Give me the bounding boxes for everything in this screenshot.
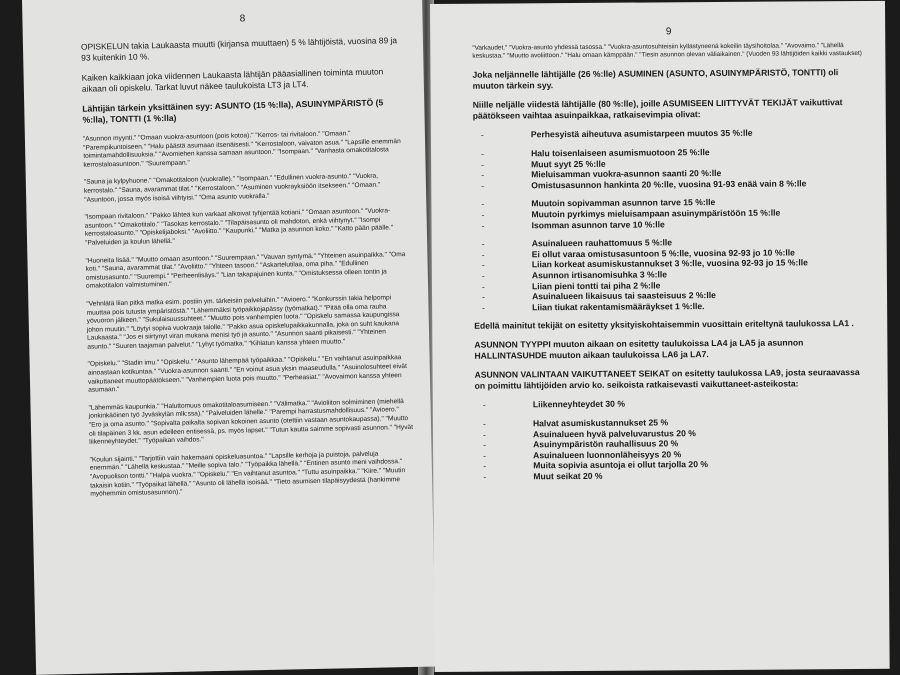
quote-block-6: "Opiskelu." "Stadin imu." "Opiskelu." "Asunto lähempää työpaikkaa." "Opiskelu." "En vaihtanut asuinpaikkaa ainoastaan kotikuntaa." "Vuokra-asunnon saanti." "En voinut asua yksin maaseudulla." "Asuinolosuhteet eivät vaikuttaneet muuttopäätökseen." "Vanhempien luota pois muutto." "Perheasiat." "Avovaimon kanssa yhteen asumaan." — [87, 354, 407, 394]
right-paragraph-5: ASUNNON VALINTAAN VAIKUTTANEET SEIKAT on esitetty taulukossa LA9, josta seuraavassa on poimittu lähtijöiden arvio ko. seikoista ratkaisevasti vaikuttaneet-asteikosta: — [474, 367, 860, 392]
list-item-text: Ei ollut varaa omistusasuntoon 5 %:lle, vuosina 92-93 jo 10 %:lle — [531, 247, 795, 260]
list-dash: - — [482, 302, 486, 313]
list-dash: - — [481, 199, 485, 210]
right-paragraph-2: Niille neljälle viidestä lähtijälle (80 %:lle), joille ASUMISEEN LIITTYVÄT TEKIJÄT vaikuttivat päätökseen vaihtaa asuinpaikkaa, ratkaisevimpia olivat: — [472, 97, 843, 122]
list-item-text: Isomman asunnon tarve 10 %:lle — [531, 218, 665, 230]
right-page — [430, 1, 890, 672]
list-dash: - — [482, 399, 486, 410]
left-paragraph-2: Kaiken kaikkiaan joka viidennen Laukaasta lähtijän pääasiallinen toiminta muuton aikaan oli opiskelu. Tarkat luvut näkee taulukoista LT3 ja LT4. — [81, 66, 384, 94]
list-dash: - — [481, 180, 485, 191]
list-item-text: Liian tiukat rakentamismääräykset 1 %:lle. — [532, 300, 705, 313]
list-item-text: Muutoin sopivamman asunnon tarve 15 %:lle — [531, 197, 716, 209]
page-number-right: 9 — [665, 26, 672, 38]
list-dash: - — [483, 460, 487, 471]
list-item-text: Muut syyt 25 %:lle — [531, 158, 606, 169]
list-item-text: Asuinalueen hyvä palveluvarustus 20 % — [532, 427, 696, 439]
list-item-text: Halu toisenlaiseen asumismuotoon 25 %:lle — [531, 147, 710, 159]
list-dash: - — [482, 291, 485, 302]
list-dash: - — [481, 281, 485, 292]
list-dash: - — [481, 249, 485, 260]
list-item-text: Mieluisamman vuokra-asunnon saanti 20 %:lle — [531, 168, 722, 180]
quote-block-4: "Huoneita lisää." "Muutto omaan asuntoon." "Suurempaan." "Vauvan syntymä." "Yhteinen asuinpaikka." "Oma koti." "Sauna, avarammat tilat." "Avoliitto." "Yhteen tasoon." "Askartelutilaa, oma piha." "Edullinen omistusasunto." "Suurempi." "Perheenlisäys." "Lian takapajuinen kunta." "Omistuksessa olleen tontin ja omakotitalon valmistuminen." — [85, 250, 406, 291]
quote-block-1: "Asunnon myynti." "Omaan vuokra-asuntoon (pois kotoa)." "Kerros- tai rivitaloon." "Omaan." "Parempikuntoiseen." "Halu päästä asumaan itsenäisesti." "Kerrostaloon, vaivaton asua." "Lapsille enemmän toimintamahdollisuuksia." "Avomiehen kanssa samaan asuntoon." "Isompaan." "Vanhasta omakotitalosta kerrostaloasuntoon." "Suurempaan." — [82, 130, 401, 169]
list-dash: - — [480, 130, 484, 141]
right-paragraph-3: Edellä mainitut tekijät on esitetty yksityiskohtaisemmin vuosittain eriteltynä taulukossa LA1 . — [474, 318, 854, 332]
page-number-left: 8 — [239, 13, 246, 25]
list-item-text: Asuinympäristön rauhallisuus 20 % — [533, 438, 679, 450]
right-quote-block: "Varkaudet." "Vuokra-asunto yhdessä tasossa." "Vuokra-asuntosuhteisiin kyllästyneenä kokeilin täysihoitolaa." "Avovaimo." "Lähellä keskustaa." "Muutto avoliittoon." "Halu omaan kämppään." "Tiesin asunnon olevan väliaikainen." (Vuoden 93 lähtijöiden kaikki vastaukset) — [472, 42, 862, 60]
quote-block-7: "Lähemmäs kaupunkia." "Haluttomuus omakotitaloasumiseen." "Välimatka." "Avioliiton solmiminen (miehellä jonkinkäöinen työ Jyväskylän mlk:ssa)." "Palveluiden lähelle." "Parempi harrastusmahdollisuus." "Avioero." "Ero ja oma asunto." "Sopivalta paikalta sopivan kokoinen asunto (otettiin vastaan asuntokaupassa)." "Muutto oli tilapäinen 3 kk. asun edelleen entisessä, ps. myös lapset." "Tutun kautta saimme sopivasti asunnon." "Hyvät liikenneyhteydet." "Työpaikan vaihdos." — [88, 397, 414, 446]
list-dash: - — [483, 439, 486, 450]
list-item — [474, 218, 867, 231]
list-item-text: Halvat asumiskustannukset 25 % — [532, 417, 669, 429]
list-dash: - — [481, 220, 485, 231]
quote-block-2: "Sauna ja kylpyhuone." "Omakotitaloon (vuokralle)." "Isompaan." "Edullinen vuokra-asunto." "Vuokra, kerrostalo." "Sauna, avarammat tilat." "Kerrostaloon." "Asuminen vuokrayksiöön itsekseen." "Omaan." "Asuntoon, jossa myös isoisä viihtyisi." "Oma asunto vuokralla." — [83, 172, 381, 204]
list-item-text: Asuinalueen rauhattomuus 5 %:lle — [531, 237, 673, 249]
criteria-list-2 — [475, 416, 868, 482]
criteria-list-1 — [475, 397, 868, 410]
list-item — [473, 127, 866, 140]
list-item — [473, 178, 866, 191]
list-dash: - — [482, 418, 486, 429]
factor-list-1 — [473, 127, 866, 140]
left-page — [22, 0, 436, 675]
list-item-text: Muutoin pyrkimys mieluisampaan asuinympäristöön 15 %:lle — [531, 207, 781, 220]
list-item — [475, 397, 868, 410]
list-dash: - — [481, 169, 485, 180]
list-item-text: Asuinalueen likaisuus tai saasteisuus 2 %:lle — [532, 290, 716, 302]
list-item-text: Muut seikat 20 % — [533, 470, 603, 482]
list-item-text: Asunnon irtisanomisuhka 3 %:lle — [531, 269, 668, 281]
list-item-text: Omistusasunnon hankinta 20 %:lle, vuosina 91-93 enää vain 8 %:lle — [531, 178, 807, 191]
list-item-text: Muita sopivia asuntoja ei ollut tarjolla 20 % — [533, 459, 709, 471]
list-dash: - — [482, 429, 486, 440]
right-paragraph-1: Joka neljännelle lähtijälle (26 %:lle) ASUMINEN (ASUNTO, ASUINYMPÄRISTÖ, TONTTI) oli muuton tärkein syy. — [472, 67, 839, 92]
list-dash: - — [481, 148, 484, 159]
quote-block-3: "Isompaan rivitaloon." "Pakko lähteä kun varkaat alkoivat tyhjentää kotiani." "Omaan asuntoon." "Vuokra-asuntoon." "Omakotitalo." "Tasokas kerrostalo." "Tilapäisasunto oli mahdoton, enkä viihtynyt." "Isompi kerrostaloasunto." "Opiskelijaboksi." "Avoliitto." "Kaupunki." "Matka ja asunnon koko." "Katto pään päälle." "Palveluiden ja koulun lähellä." — [84, 207, 394, 247]
right-paragraph-4: ASUNNON TYYPPI muuton aikaan on esitetty taulukoissa LA4 ja LA5 ja asunnon HALLINTASUHDE muuton aikaan taulukoissa LA6 ja LA7. — [474, 337, 804, 362]
list-item-text: Asuinalueen luonnonläheisyys 20 % — [533, 448, 682, 460]
left-section-heading: Lähtijän tärkein yksittäinen syy: ASUNTO (15 %:lla), ASUINYMPÄRISTÖ (5 %:lla), TONTTI (1 %:lla) — [82, 97, 384, 125]
list-dash: - — [481, 270, 485, 281]
list-dash: - — [481, 209, 485, 220]
factor-list-4 — [474, 236, 868, 313]
factor-list-3 — [473, 196, 866, 231]
list-dash: - — [481, 159, 485, 170]
list-item-text: Liikenneyhteydet 30 % — [532, 398, 626, 410]
list-item-text: Liian pieni tontti tai piha 2 %:lle — [531, 279, 661, 291]
list-item — [474, 300, 867, 313]
quote-block-5: "Vehnlätä liian pitkä matka esim. postiin ym. tärkeisiin palveluihin." "Avioero." "Konkurssin takia helpompi muuttaa pois tutusta ympäristöstä." "Lähemmäksi työpaikkojapässy (työmatkat)." "Pitää olla oma rauha yövuoron jälkeen." "Sukulaisuussuhteet." "Muutto pois vanhempien luota." "Opiskelu samassa kaupungissa johon muutin." "Löytyi sopiva vuokraaja talolle." "Pakko asua opiskelupaikkakunnalla, joka on suht kaukana Laukaasta." "Jos ei siirtynyt viran mukana menisi työ ja asunto." "Asunnon saanti pikaisesti." "Yhteinen asunto." "Suuren taajaman palvelut." "Lyhyt työmatka." "Kihlatun kanssa yhteen muutto." — [86, 294, 400, 351]
left-paragraph-1: OPISKELUN takia Laukaasta muutti (kirjansa muuttaen) 5 % lähtijöistä, vuosina 89 ja 93 kuitenkin 10 %. — [80, 35, 398, 63]
list-item-text: Perhesyistä aiheutuva asumistarpeen muutos 35 %:lle — [530, 128, 753, 140]
list-dash: - — [483, 450, 487, 461]
quote-block-8: "Koulun sijainti." "Tarjottiin vain hakemaani opiskeluasuntoa." "Lapsille kerhoja ja puistoja, palveluja enemmän." "Lähellä keskustaa." "Meille sopiva talo." "Työpaikka lähellä." "Entinen asunto meni vaihdossa." "Avopuolison tontti." "Halpa vuokra." "Opiskelu." "En vaihtanut asuntoa." "Tuttu asuinpaikka." "Kiire." "Muutin takaisin kotiin." "Työpaikat lähellä." "Asunto oli lähellä isoisää." "Tieto asumisen tilapäisyydestä (hankimme myöhemmin omistusasunnon)." — [89, 450, 406, 498]
list-dash: - — [481, 259, 485, 270]
list-dash: - — [483, 471, 487, 482]
list-item-text: Liian korkeat asumiskustannukset 3 %:lle, vuosina 92-93 jo 15 %:lle — [531, 257, 808, 270]
list-item — [475, 469, 868, 482]
factor-list-2 — [473, 146, 866, 191]
list-dash: - — [481, 238, 485, 249]
